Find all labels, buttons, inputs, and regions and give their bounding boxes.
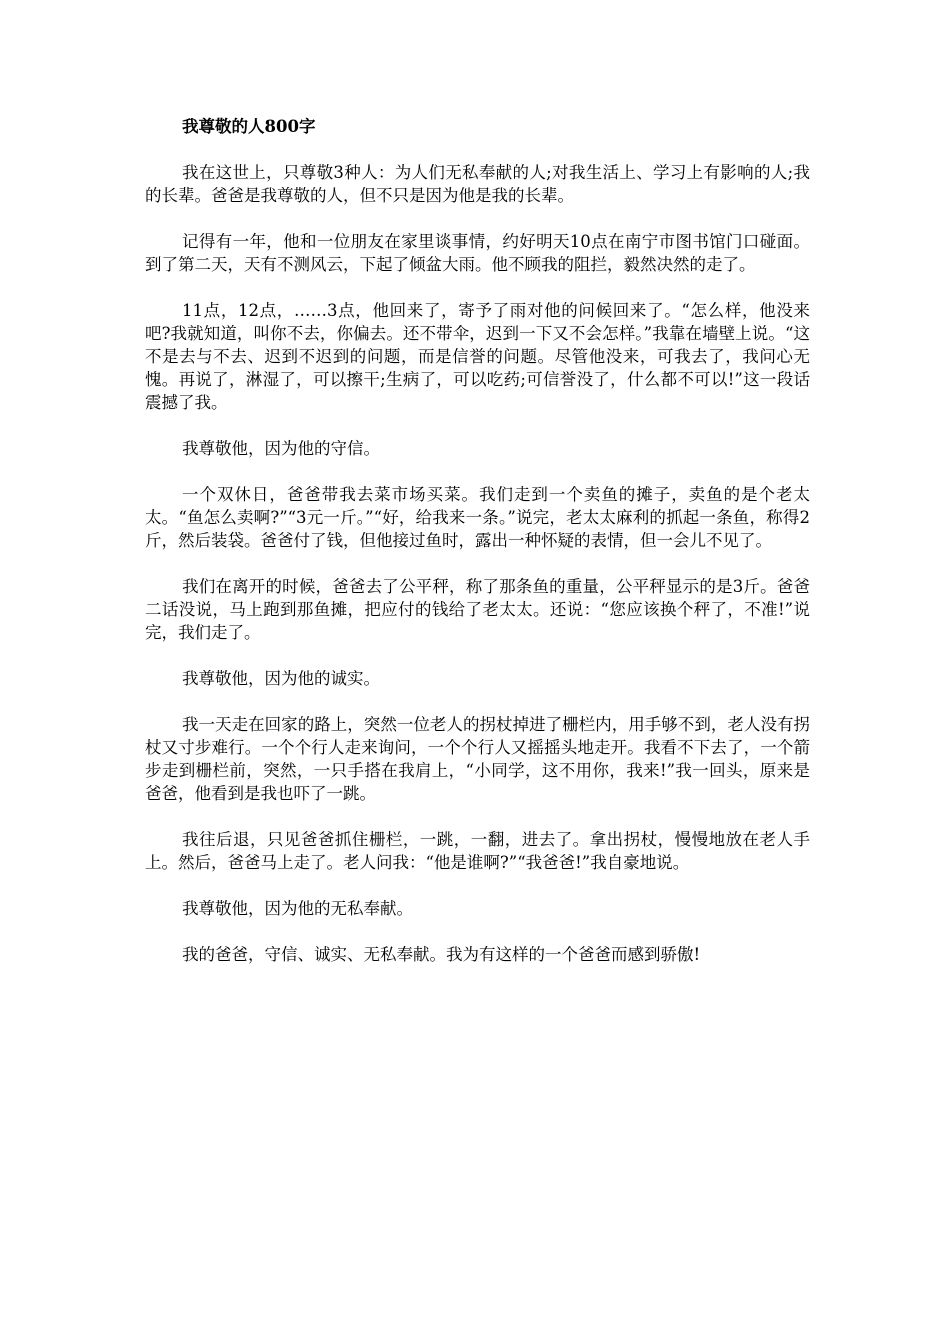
paragraph-7: 我尊敬他，因为他的诚实。 <box>182 669 380 688</box>
paragraph-4: 我尊敬他，因为他的守信。 <box>182 439 380 458</box>
paragraph-8: 我一天走在回家的路上，突然一位老人的拐杖掉进了栅栏内，用手够不到，老人没有拐杖又寸步难行。一个个行人走来询问，一个个行人又摇摇头地走开。我看不下去了，一个箭步走到栅栏前，突然，一只手搭在我肩上，“小同学，这不用你，我来!”我一回头，原来是爸爸，他看到是我也吓了一跳。 <box>145 715 810 803</box>
paragraph-9: 我往后退，只见爸爸抓住栅栏，一跳，一翻，进去了。拿出拐杖，慢慢地放在老人手上。然后，爸爸马上走了。老人问我：“他是谁啊?”“我爸爸!”我自豪地说。 <box>145 830 810 872</box>
document-page <box>145 115 810 989</box>
paragraph-10: 我尊敬他，因为他的无私奉献。 <box>182 899 413 918</box>
paragraph-11: 我的爸爸，守信、诚实、无私奉献。我为有这样的一个爸爸而感到骄傲! <box>182 945 701 964</box>
document-title: 我尊敬的人800字 <box>182 117 316 136</box>
paragraph-5: 一个双休日，爸爸带我去菜市场买菜。我们走到一个卖鱼的摊子，卖鱼的是个老太太。“鱼怎么卖啊?”“3元一斤。”“好，给我来一条。”说完，老太太麻利的抓起一条鱼，称得2斤，然后装袋。爸爸付了钱，但他接过鱼时，露出一种怀疑的表情，但一会儿不见了。 <box>145 485 810 550</box>
paragraph-3: 11点，12点，……3点，他回来了，寄予了雨对他的问候回来了。“怎么样，他没来吧?我就知道，叫你不去，你偏去。还不带伞，迟到一下又不会怎样。”我靠在墙壁上说。“这不是去与不去、迟到不迟到的问题，而是信誉的问题。尽管他没来，可我去了，我问心无愧。再说了，淋湿了，可以擦干;生病了，可以吃药;可信誉没了，什么都不可以!”这一段话震撼了我。 <box>145 301 810 412</box>
paragraph-2: 记得有一年，他和一位朋友在家里谈事情，约好明天10点在南宁市图书馆门口碰面。到了第二天，天有不测风云，下起了倾盆大雨。他不顾我的阻拦，毅然决然的走了。 <box>145 232 810 274</box>
paragraph-6: 我们在离开的时候，爸爸去了公平秤，称了那条鱼的重量，公平秤显示的是3斤。爸爸二话没说，马上跑到那鱼摊，把应付的钱给了老太太。还说：“您应该换个秤了，不准!”说完，我们走了。 <box>145 577 810 642</box>
paragraph-1: 我在这世上，只尊敬3种人：为人们无私奉献的人;对我生活上、学习上有影响的人;我的长辈。爸爸是我尊敬的人，但不只是因为他是我的长辈。 <box>145 163 810 205</box>
